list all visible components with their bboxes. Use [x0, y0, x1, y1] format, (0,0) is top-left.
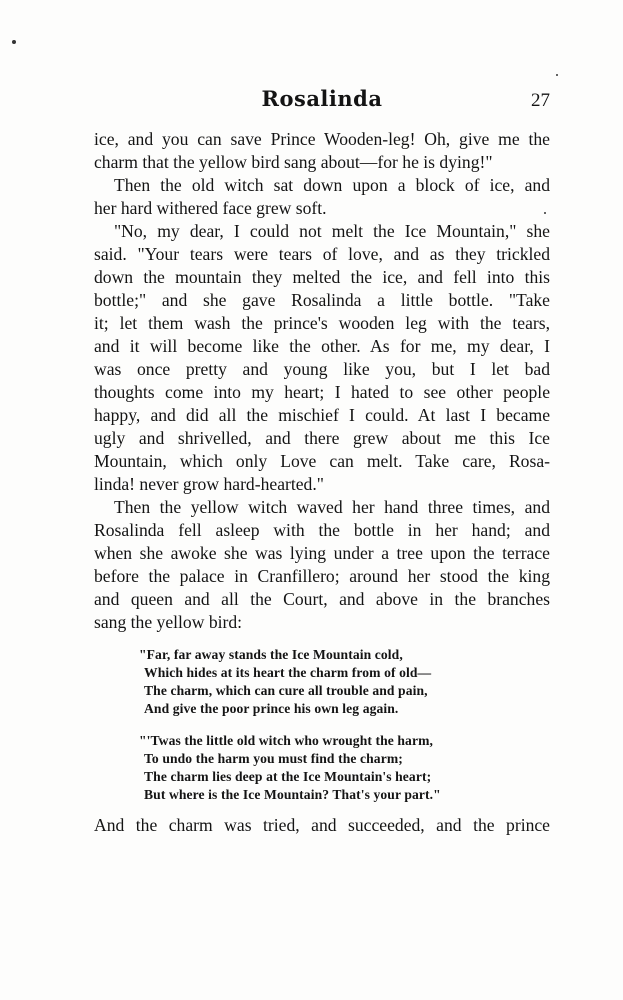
page-number: 27 — [531, 90, 550, 111]
paragraph — [94, 220, 550, 496]
running-title: Rosalinda — [261, 86, 383, 111]
verse-line: To undo the harm you must find the charm; — [144, 751, 403, 766]
text-line: it; let them wash the prince's wooden leg with the tears, — [94, 313, 550, 333]
text-line: And the charm was tried, and succeeded, and the prince — [94, 815, 550, 835]
text-line: and queen and all the Court, and above in the branches — [94, 589, 550, 609]
verse-line: Which hides at its heart the charm from of old— — [144, 665, 432, 680]
text-line: down the mountain they melted the ice, and fell into this — [94, 267, 550, 287]
text-line: thoughts come into my heart; I hated to see other people — [94, 382, 550, 402]
text-line: when she awoke she was lying under a tree upon the terrace — [94, 543, 550, 563]
verse — [139, 646, 550, 804]
closing-paragraph — [94, 814, 550, 837]
verse-line: And give the poor prince his own leg again. — [144, 701, 399, 716]
verse-line: "Far, far away stands the Ice Mountain cold, — [139, 647, 403, 662]
text-line: and it will become like the other. As for me, my dear, I — [94, 336, 550, 356]
scan-speck — [556, 74, 558, 76]
body-text — [94, 128, 550, 837]
text-line: Then the yellow witch waved her hand three times, and — [114, 497, 550, 517]
text-line: ugly and shrivelled, and there grew about me this Ice — [94, 428, 550, 448]
text-line: linda! never grow hard-hearted." — [94, 474, 324, 494]
verse-line: The charm lies deep at the Ice Mountain's heart; — [144, 769, 432, 784]
stanza-gap — [144, 718, 550, 732]
text-line: Mountain, which only Love can melt. Take care, Rosa- — [94, 451, 550, 471]
verse-line: But where is the Ice Mountain? That's your part." — [144, 787, 441, 802]
text-line: ice, and you can save Prince Wooden-leg! Oh, give me the — [94, 129, 550, 149]
text-line: Rosalinda fell asleep with the bottle in her hand; and — [94, 520, 550, 540]
scan-speck — [12, 40, 16, 44]
text-line: said. "Your tears were tears of love, and as they trickled — [94, 244, 550, 264]
paragraph — [94, 174, 550, 220]
text-line: charm that the yellow bird sang about—for he is dying!" — [94, 152, 493, 172]
paragraph — [94, 128, 550, 174]
text-line: was once pretty and young like you, but I let bad — [94, 359, 550, 379]
text-line: Then the old witch sat down upon a block of ice, and — [114, 175, 550, 195]
verse-line: The charm, which can cure all trouble and pain, — [144, 683, 428, 698]
text-line: bottle;" and she gave Rosalinda a little bottle. "Take — [94, 290, 550, 310]
stanza — [139, 646, 550, 718]
text-line: her hard withered face grew soft. — [94, 198, 327, 218]
text-line: "No, my dear, I could not melt the Ice Mountain," she — [114, 221, 550, 241]
running-head — [94, 80, 550, 120]
text-line: sang the yellow bird: — [94, 612, 243, 632]
text-line: happy, and did all the mischief I could. At last I became — [94, 405, 550, 425]
text-line: before the palace in Cranfillero; around her stood the king — [94, 566, 550, 586]
verse-line: "'Twas the little old witch who wrought the harm, — [139, 733, 434, 748]
stanza — [139, 732, 550, 804]
paragraph — [94, 496, 550, 634]
